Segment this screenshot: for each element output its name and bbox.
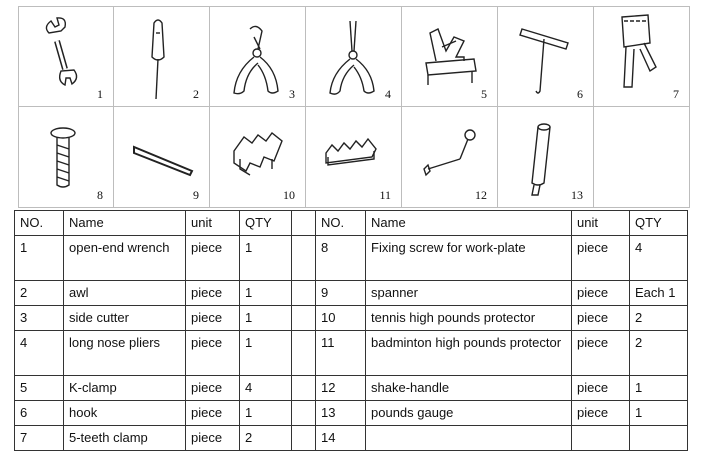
cell-qty: 4	[240, 376, 292, 401]
cell-name: Fixing screw for work-plate	[366, 236, 572, 281]
cell-qty: Each 1	[630, 281, 688, 306]
cell-name: pounds gauge	[366, 401, 572, 426]
cell-name: hook	[64, 401, 186, 426]
cell-qty: 1	[240, 401, 292, 426]
figure-cell-11	[306, 107, 402, 208]
figure-cell-8	[18, 107, 114, 208]
cell-qty: 1	[240, 331, 292, 376]
figure-cell-5	[402, 6, 498, 107]
cell-unit: piece	[572, 306, 630, 331]
cell-unit: piece	[572, 281, 630, 306]
cell-no: 4	[15, 331, 64, 376]
header-no: NO.	[316, 211, 366, 236]
cell-qty	[630, 426, 688, 451]
cell-name: open-end wrench	[64, 236, 186, 281]
figure-number: 8	[97, 188, 103, 202]
figure-number: 3	[289, 87, 295, 101]
cell-no: 11	[316, 331, 366, 376]
figure-cell-2	[114, 6, 210, 107]
cell-no: 2	[15, 281, 64, 306]
spacer-cell	[292, 211, 316, 236]
cell-unit	[572, 426, 630, 451]
cell-unit: piece	[186, 401, 240, 426]
cell-unit: piece	[186, 236, 240, 281]
table-row	[15, 331, 688, 376]
cell-unit: piece	[572, 376, 630, 401]
cell-no: 13	[316, 401, 366, 426]
cell-no: 8	[316, 236, 366, 281]
figure-cell-12	[402, 107, 498, 208]
figure-number: 4	[385, 87, 391, 101]
parts-list-table	[14, 210, 688, 451]
figure-number: 2	[193, 87, 199, 101]
cell-no: 1	[15, 236, 64, 281]
cell-no: 10	[316, 306, 366, 331]
table-row	[15, 236, 688, 281]
cell-name: side cutter	[64, 306, 186, 331]
figure-number: 7	[673, 87, 679, 101]
cell-no: 5	[15, 376, 64, 401]
spacer-cell	[292, 401, 316, 426]
figure-cell-9	[114, 107, 210, 208]
figure-cell-10	[210, 107, 306, 208]
cell-name: shake-handle	[366, 376, 572, 401]
cell-name: spanner	[366, 281, 572, 306]
cell-qty: 1	[240, 281, 292, 306]
header-qty: QTY	[630, 211, 688, 236]
cell-unit: piece	[186, 306, 240, 331]
figure-number: 13	[571, 188, 583, 202]
table-row	[15, 281, 688, 306]
table-row	[15, 426, 688, 451]
figure-cell-4	[306, 6, 402, 107]
cell-qty: 2	[630, 306, 688, 331]
table-row	[15, 401, 688, 426]
cell-name: K-clamp	[64, 376, 186, 401]
cell-unit: piece	[186, 376, 240, 401]
tool-illustration-grid	[18, 6, 690, 208]
table-header-row	[15, 211, 688, 236]
table-row	[15, 376, 688, 401]
figure-number: 9	[193, 188, 199, 202]
cell-qty: 1	[240, 306, 292, 331]
cell-qty: 1	[240, 236, 292, 281]
figure-number: 5	[481, 87, 487, 101]
header-unit: unit	[186, 211, 240, 236]
figure-cell-13	[498, 107, 594, 208]
spacer-cell	[292, 331, 316, 376]
cell-name: long nose pliers	[64, 331, 186, 376]
cell-no: 9	[316, 281, 366, 306]
cell-name: awl	[64, 281, 186, 306]
figure-number: 11	[379, 188, 391, 202]
figure-cell-3	[210, 6, 306, 107]
header-name: Name	[366, 211, 572, 236]
figure-cell-7	[594, 6, 690, 107]
cell-name: tennis high pounds protector	[366, 306, 572, 331]
spacer-cell	[292, 281, 316, 306]
cell-name: 5-teeth clamp	[64, 426, 186, 451]
cell-qty: 1	[630, 401, 688, 426]
figure-cell-1	[18, 6, 114, 107]
header-name: Name	[64, 211, 186, 236]
cell-no: 14	[316, 426, 366, 451]
header-unit: unit	[572, 211, 630, 236]
table-row	[15, 306, 688, 331]
cell-unit: piece	[186, 331, 240, 376]
spacer-cell	[292, 426, 316, 451]
cell-name: badminton high pounds protector	[366, 331, 572, 376]
cell-name	[366, 426, 572, 451]
spacer-cell	[292, 306, 316, 331]
cell-qty: 2	[240, 426, 292, 451]
figure-number: 10	[283, 188, 295, 202]
figure-cell-empty	[594, 107, 690, 208]
cell-qty: 4	[630, 236, 688, 281]
cell-unit: piece	[572, 331, 630, 376]
figure-number: 1	[97, 87, 103, 101]
cell-unit: piece	[186, 426, 240, 451]
header-qty: QTY	[240, 211, 292, 236]
cell-unit: piece	[186, 281, 240, 306]
cell-unit: piece	[572, 236, 630, 281]
cell-no: 12	[316, 376, 366, 401]
cell-no: 7	[15, 426, 64, 451]
figure-cell-6	[498, 6, 594, 107]
cell-unit: piece	[572, 401, 630, 426]
cell-qty: 2	[630, 331, 688, 376]
spacer-cell	[292, 236, 316, 281]
spacer-cell	[292, 376, 316, 401]
figure-number: 6	[577, 87, 583, 101]
cell-no: 6	[15, 401, 64, 426]
cell-qty: 1	[630, 376, 688, 401]
cell-no: 3	[15, 306, 64, 331]
figure-number: 12	[475, 188, 487, 202]
header-no: NO.	[15, 211, 64, 236]
